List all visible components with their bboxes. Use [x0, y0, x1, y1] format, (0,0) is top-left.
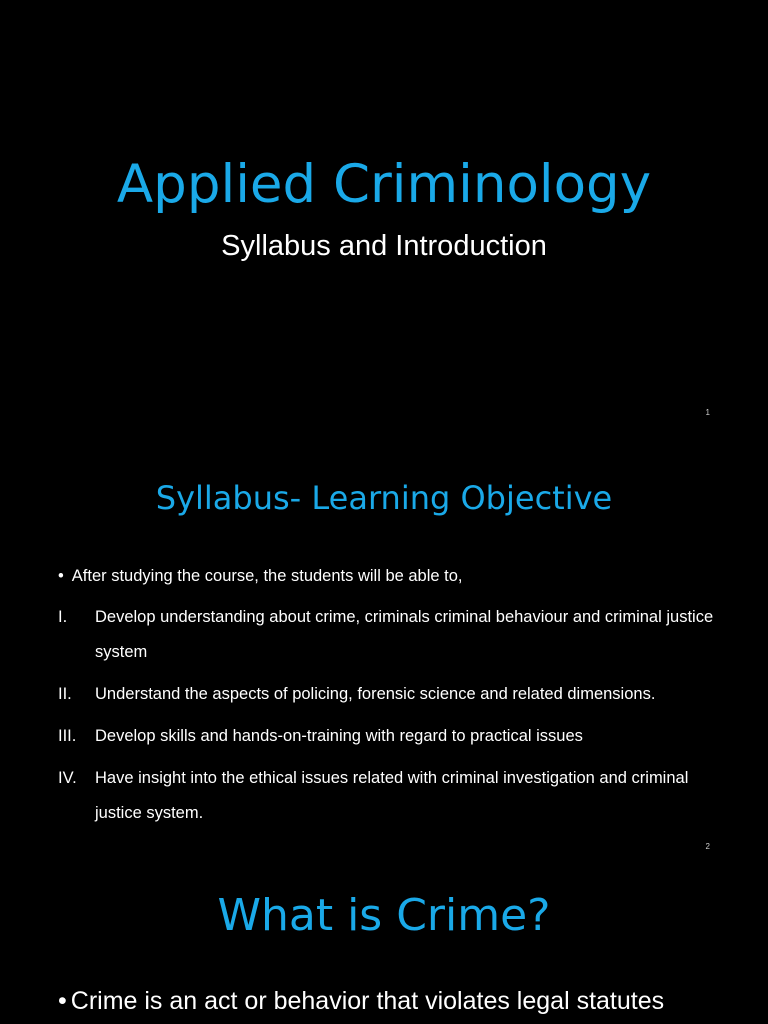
- objective-text: Develop skills and hands-on-training with regard to practical issues: [95, 727, 583, 745]
- page-number: 2: [705, 842, 710, 851]
- intro-bullet-item: [58, 564, 463, 588]
- objective-number: I.: [58, 608, 68, 626]
- slide-title: [0, 0, 768, 432]
- page-number: 1: [705, 408, 710, 417]
- objective-text: Have insight into the ethical issues related with criminal investigation and criminal justice system.: [95, 769, 689, 822]
- objective-number: III.: [58, 727, 77, 745]
- objective-text: Develop understanding about crime, criminals criminal behaviour and criminal justice system: [95, 608, 714, 661]
- objective-item: [58, 761, 718, 831]
- bullet-icon: •: [58, 567, 64, 585]
- slide-what-is-crime: [0, 864, 768, 1024]
- crime-definition: Crime is an act or behavior that violates legal statutes: [70, 987, 665, 1015]
- objective-number: II.: [58, 685, 72, 703]
- slide-title-heading: Applied Criminology: [116, 154, 652, 215]
- slide-subtitle: Syllabus and Introduction: [221, 230, 547, 262]
- bullet-icon: •: [58, 987, 67, 1015]
- intro-text: After studying the course, the students will be able to,: [71, 567, 463, 585]
- objective-text: Understand the aspects of policing, forensic science and related dimensions.: [95, 685, 656, 703]
- slide-learning-objective: [0, 432, 768, 864]
- crime-bullet-item: [58, 984, 664, 1018]
- slide-heading: Syllabus- Learning Objective: [155, 479, 613, 517]
- objective-item: [58, 719, 718, 754]
- objective-number: IV.: [58, 769, 77, 787]
- objective-item: [58, 677, 718, 712]
- objective-item: [58, 600, 718, 670]
- slide-heading: What is Crime?: [217, 890, 551, 941]
